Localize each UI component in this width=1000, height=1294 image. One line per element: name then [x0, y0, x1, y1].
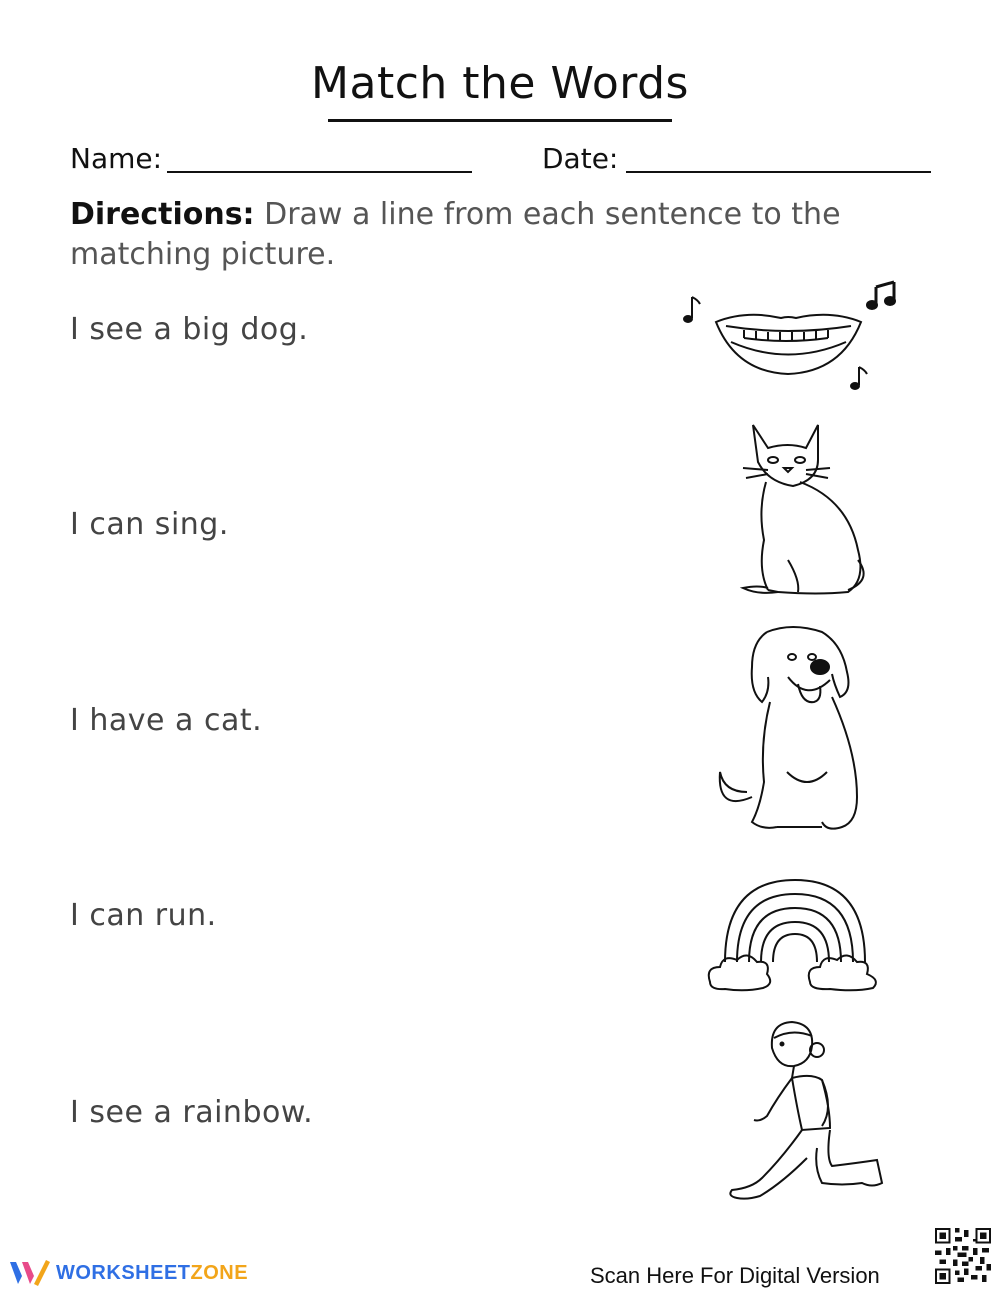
sentence-3[interactable]: I have a cat. [70, 703, 263, 738]
directions-text: Draw a line from each sentence to the matching picture. [70, 197, 841, 272]
logo-word-zone: ZONE [190, 1261, 249, 1284]
logo-text [56, 1262, 248, 1285]
sentence-2[interactable]: I can sing. [70, 507, 229, 542]
singing-mouth-icon[interactable] [676, 272, 906, 397]
date-field[interactable] [626, 171, 931, 173]
scan-text: Scan Here For Digital Version [590, 1263, 880, 1288]
directions-label: Directions: [70, 197, 255, 232]
name-label: Name: [70, 142, 163, 175]
cat-icon[interactable] [738, 420, 878, 600]
logo-icon [8, 1258, 50, 1288]
sentence-4[interactable]: I can run. [70, 898, 217, 933]
title-underline [328, 119, 672, 122]
directions [70, 195, 870, 275]
rainbow-icon[interactable] [705, 872, 885, 997]
sentence-1[interactable]: I see a big dog. [70, 312, 309, 347]
running-girl-icon[interactable] [722, 1018, 892, 1218]
worksheetzone-logo[interactable] [8, 1258, 248, 1288]
dog-icon[interactable] [712, 622, 862, 842]
logo-word-worksheet: WORKSHEET [56, 1261, 191, 1284]
qr-code-icon[interactable] [935, 1228, 991, 1284]
sentence-5[interactable]: I see a rainbow. [70, 1095, 314, 1130]
page-title: Match the Words [311, 58, 689, 109]
name-field[interactable] [167, 171, 472, 173]
date-label: Date: [542, 142, 619, 175]
